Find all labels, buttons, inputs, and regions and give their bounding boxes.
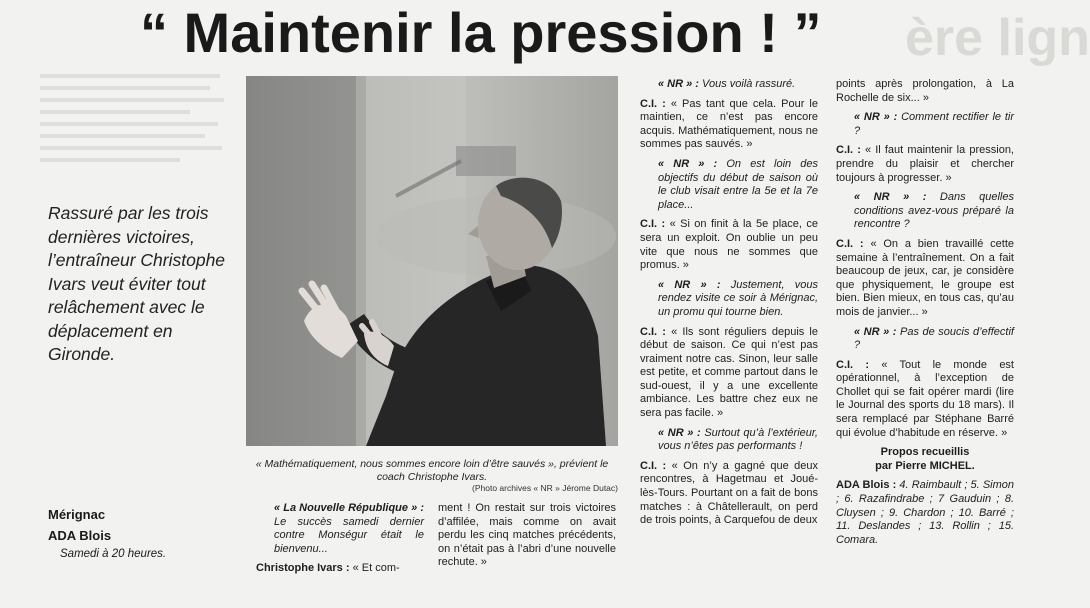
answer-continued: ment ! On restait sur trois victoires d’affilée, mais comme on avait perdu les cinq matches précédents, on n’était pas à l’abri d’une nouvelle rechute. » <box>438 502 616 569</box>
question-6 <box>836 191 1014 232</box>
answer-text: « On n’y a gagné que deux rencontres, à Hagetmau et Joué-lès-Tours. Pourtant on a fait de bons matches : à Châtellerault, on perd de trois points, à Carquefou de deux <box>640 459 818 527</box>
question-label: « NR » : <box>658 78 699 90</box>
bleed-through-lines <box>40 70 230 190</box>
question-4 <box>640 427 818 454</box>
question-intro <box>256 502 424 556</box>
answer-label: C.I. : <box>836 358 870 371</box>
question-7 <box>836 326 1014 353</box>
article-column-1 <box>256 502 424 582</box>
question-text: On est loin des objectifs du début de saison où le club visait entre la 5e et la 7e place... <box>658 157 819 211</box>
answer-label: C.I. : <box>640 97 666 110</box>
answer-label: C.I. : <box>836 237 864 250</box>
article-column-4 <box>836 78 1014 553</box>
answer-label: C.I. : <box>836 144 861 157</box>
question-3 <box>640 279 818 320</box>
match-time: Samedi à 20 heures. <box>60 548 167 560</box>
answer-label: Christophe Ivars : <box>256 562 350 575</box>
answer-intro <box>256 562 424 576</box>
answer-4 <box>640 460 818 528</box>
bleed-through-text <box>40 70 230 194</box>
byline-line-2: par Pierre MICHEL. <box>875 459 975 472</box>
match-team: ADA Blois <box>48 528 112 543</box>
question-label: « NR » : <box>658 278 721 291</box>
answer-label: C.I. : <box>640 459 667 472</box>
byline-line-1: Propos recueillis <box>880 446 970 459</box>
answer-4-continued: points après prolongation, à La Rochelle de six... » <box>836 78 1014 104</box>
question-label: « NR » : <box>854 191 927 204</box>
answer-3 <box>640 326 818 421</box>
question-label: « La Nouvelle République » : <box>274 502 424 514</box>
lead-paragraph: Rassuré par les trois dernières victoires, l’entraîneur Christophe Ivars veut éviter tout relâchement avec le déplacement en Gironde. <box>48 203 226 364</box>
question-label: « NR » : <box>658 426 701 439</box>
question-text: Surtout qu’à l’extérieur, vous n’êtes pas performants ! <box>658 426 818 453</box>
headline: “ Maintenir la pression ! ” <box>140 1 822 64</box>
question-1 <box>640 78 818 92</box>
answer-2 <box>640 218 818 272</box>
answer-5 <box>836 144 1014 185</box>
question-text: Le succès samedi dernier contre Monségur était le bienvenu... <box>274 515 424 555</box>
answer-label: C.I. : <box>640 218 666 231</box>
answer-1 <box>640 98 818 152</box>
answer-text: « Si on finit à la 5e place, ce sera un exploit. On oublie un peu vite que nous ne sommes que promus. » <box>640 218 818 272</box>
answer-text: « Ils sont réguliers depuis le début de saison. Ce qui n’est pas vraiment notre cas. Sinon, leur salle est petite, et comme partout dans le sud-ouest, il y a une excellente ambiance. Les battre chez eux ne sera pas facile. » <box>640 325 818 420</box>
question-label: « NR » : <box>854 111 898 124</box>
answer-text: « Tout le monde est opérationnel, à l’exception de Chollet qui se fait opérer mardi (lire le Journal des sports du 18 mars). Il sera remplacé par Stéphane Barré qui évolue d’habitude en réserve. » <box>836 358 1014 439</box>
background-title-fragment: ère lign <box>905 9 1090 67</box>
answer-text: « Pas tant que cela. Pour le maintien, ce n’est pas encore acquis. Mathématiquement, nous ne sommes pas sauvés. » <box>640 97 818 151</box>
answer-7 <box>836 359 1014 441</box>
question-text: Pas de soucis d’effectif ? <box>854 325 1014 352</box>
question-text: Dans quelles conditions avez-vous préparé la rencontre ? <box>854 191 1014 231</box>
answer-label: C.I. : <box>640 325 666 338</box>
question-text: Comment rectifier le tir ? <box>854 111 1014 137</box>
article-column-3 <box>640 78 818 534</box>
lineup-text: 4. Raimbault ; 5. Simon ; 6. Razafindrabe ; 7 Gauduin ; 8. Cluysen ; 9. Chardon ; 10. Barré ; 11. Deslandes ; 13. Rollin ; 15. Comara. <box>836 479 1015 546</box>
answer-6 <box>836 238 1014 320</box>
photo-caption: « Mathématiquement, nous sommes encore loin d’être sauvés », prévient le coach Christophe Ivars. <box>255 458 609 483</box>
question-5 <box>836 111 1014 138</box>
coach-photo <box>246 76 618 446</box>
match-venue: Mérignac <box>48 507 106 522</box>
lineup-label: ADA Blois : <box>836 479 897 492</box>
answer-text: « Et com- <box>352 562 400 575</box>
coach-illustration <box>246 76 618 446</box>
question-text: Justement, vous rendez visite ce soir à Mérignac, un promu qui tourne bien. <box>658 278 818 318</box>
question-text: Vous voilà rassuré. <box>702 78 796 90</box>
answer-text: « On a bien travaillé cette semaine à l’entraînement. On a fait beaucoup de jeux, car, je considère que physiquement, le groupe est bien. Bien mieux, en tous cas, qu’au mois de janvier... » <box>836 237 1014 318</box>
question-label: « NR » : <box>658 157 718 170</box>
question-label: « NR » : <box>854 325 897 338</box>
photo-credit: (Photo archives « NR » Jérome Dutac) <box>472 483 618 493</box>
article-column-2 <box>438 502 616 576</box>
answer-text: « Il faut maintenir la pression, prendre du plaisir et chercher toujours à progresser. » <box>836 144 1014 184</box>
match-info <box>48 504 228 563</box>
question-2 <box>640 158 818 212</box>
team-lineup <box>836 479 1014 547</box>
